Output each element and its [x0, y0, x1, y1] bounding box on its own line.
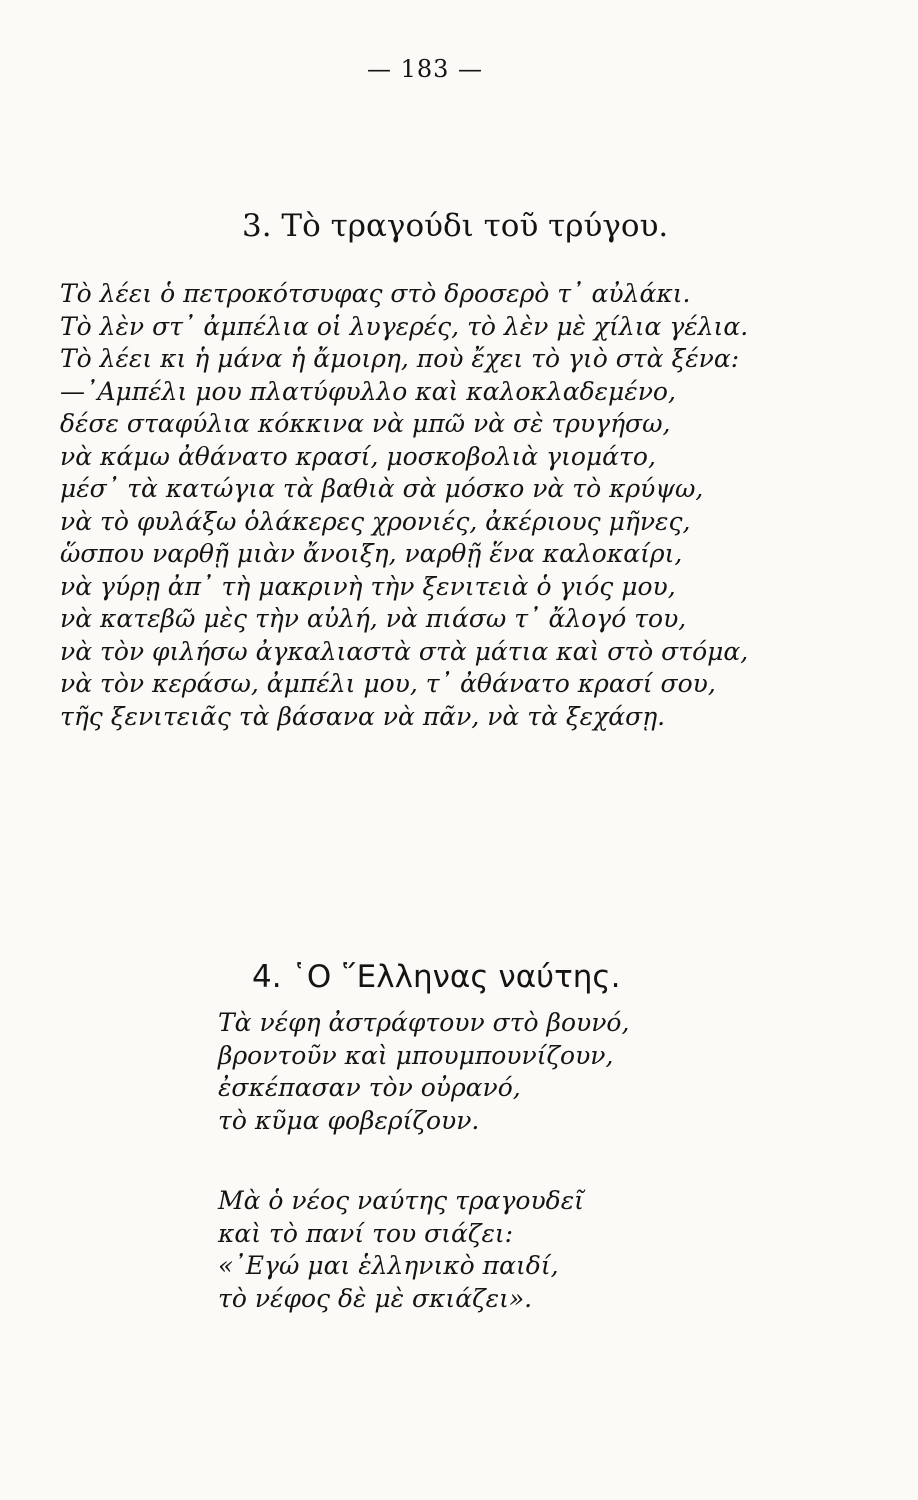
poem-line: νὰ τὸ φυλάξω ὁλάκερες χρονιές, ἀκέριους μῆνες, [60, 506, 691, 536]
poem-line: Τὸ λὲν στ᾿ ἀμπέλια οἱ λυγερές, τὸ λὲν μὲ χίλια γέλια. [60, 311, 749, 341]
section-title-greek-sailor: 4. ῾Ο ῞Ελληνας ναύτης. [252, 958, 621, 995]
poem-line: «᾿Εγώ μαι ἑλληνικὸ παιδί, [218, 1251, 559, 1280]
poem-line: μέσ᾿ τὰ κατώγια τὰ βαθιὰ σὰ μόσκο νὰ τὸ κρύψω, [60, 474, 704, 503]
poem-harvest-song [60, 278, 748, 733]
poem-line: νὰ κάμω ἀθάνατο κρασί, μοσκοβολιὰ γιομάτο, [60, 441, 656, 471]
poem-line: τὸ κῦμα φοβερίζουν. [218, 1105, 480, 1135]
poem-line: δέσε σταφύλια κόκκινα νὰ μπῶ νὰ σὲ τρυγήσω, [60, 409, 671, 438]
poem-line: νὰ τὸν φιλήσω ἀγκαλιαστὰ στὰ μάτια καὶ στὸ στόμα, [60, 636, 749, 666]
poem-line: τῆς ξενιτειᾶς τὰ βάσανα νὰ πᾶν, νὰ τὰ ξεχάσῃ. [60, 701, 666, 731]
poem-line: ἐσκέπασαν τὸν οὐρανό, [218, 1073, 521, 1102]
poem-line: —᾿Αμπέλι μου πλατύφυλλο καὶ καλοκλαδεμένο, [60, 376, 676, 406]
poem-greek-sailor [218, 1007, 629, 1315]
stanza-gap [218, 1137, 629, 1185]
poem-line: Μὰ ὁ νέος ναύτης τραγουδεῖ [218, 1186, 584, 1215]
poem-line: νὰ τὸν κεράσω, ἀμπέλι μου, τ᾿ ἀθάνατο κρασί σου, [60, 669, 716, 698]
poem-line: Τὰ νέφη ἀστράφτουν στὸ βουνό, [218, 1008, 630, 1037]
poem-line: Τὸ λέει ὁ πετροκότσυφας στὸ δροσερὸ τ᾿ αὐλάκι. [60, 279, 691, 308]
poem-line: τὸ νέφος δὲ μὲ σκιάζει». [218, 1283, 533, 1313]
poem-line: ὥσπου ναρθῇ μιὰν ἄνοιξη, ναρθῇ ἕνα καλοκαίρι, [60, 539, 683, 568]
poem-line: νὰ κατεβῶ μὲς τὴν αὐλή, νὰ πιάσω τ᾿ ἄλογό του, [60, 604, 687, 633]
stanza-2 [218, 1185, 629, 1315]
poem-line: βροντοῦν καὶ μπουμπουνίζουν, [218, 1040, 614, 1070]
section-title-harvest-song: 3. Τὸ τραγούδι τοῦ τρύγου. [242, 207, 669, 244]
stanza-1 [218, 1007, 629, 1137]
poem-line: Τὸ λέει κι ἡ μάνα ἡ ἄμοιρη, ποὺ ἔχει τὸ γιὸ στὰ ξένα: [60, 344, 740, 373]
poem-line: νὰ γύρῃ ἀπ᾿ τὴ μακρινὴ τὴν ξενιτειὰ ὁ γιός μου, [60, 571, 676, 601]
page-number: — 183 — [366, 55, 484, 83]
poem-line: καὶ τὸ πανί του σιάζει: [218, 1218, 514, 1248]
